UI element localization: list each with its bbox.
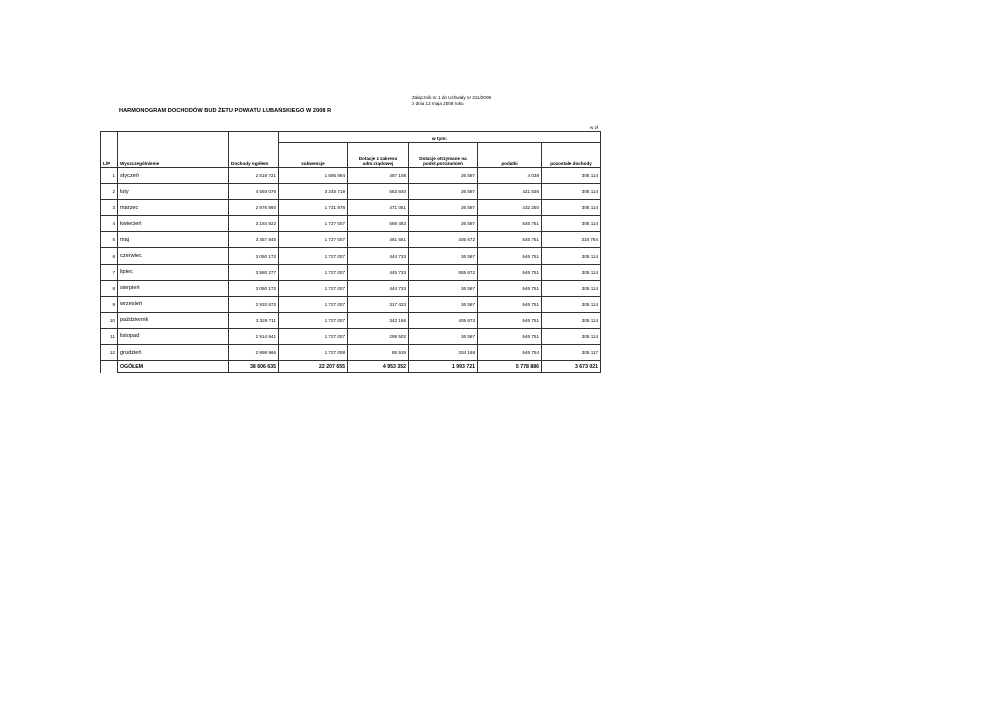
- cell-dotacje-por: 36 567: [409, 296, 478, 312]
- cell-pozostale: 305 117: [542, 345, 601, 361]
- header-dotacje-porozumien: [409, 143, 478, 168]
- cell-dotacje-por: 555 672: [409, 264, 478, 280]
- cell-pozostale: 305 114: [542, 312, 601, 328]
- cell-total: 3 326 711: [229, 312, 279, 328]
- cell-subwencje: 1 727 007: [279, 328, 348, 344]
- cell-subwencje: 1 727 007: [279, 312, 348, 328]
- header-dochody-top: [229, 132, 279, 143]
- cell-dotacje-adm: 445 733: [348, 264, 409, 280]
- cell-subwencje: 1 686 894: [279, 168, 348, 184]
- table-row: [101, 280, 601, 296]
- cell-podatki: 546 754: [478, 345, 542, 361]
- cell-month: marzec: [118, 200, 229, 216]
- cell-podatki: 421 836: [478, 184, 542, 200]
- cell-dotacje-adm: 317 433: [348, 296, 409, 312]
- cell-pozostale: 305 114: [542, 280, 601, 296]
- cell-dotacje-adm: 299 502: [348, 328, 409, 344]
- cell-lp: 4: [101, 216, 118, 232]
- cell-subwencje: 1 727 008: [279, 345, 348, 361]
- table-row: [101, 168, 601, 184]
- cell-pozostale: 305 114: [542, 216, 601, 232]
- cell-lp: 7: [101, 264, 118, 280]
- cell-lp: 1: [101, 168, 118, 184]
- cell-subwencje: 1 727 007: [279, 216, 348, 232]
- totals-label: OGÓŁEM: [118, 361, 229, 373]
- table-row: [101, 296, 601, 312]
- cell-lp: 9: [101, 296, 118, 312]
- cell-dotacje-adm: 444 733: [348, 248, 409, 264]
- table-row: [101, 248, 601, 264]
- cell-total: 2 519 721: [229, 168, 279, 184]
- cell-dotacje-adm: 583 840: [348, 184, 409, 200]
- cell-total: 2 914 941: [229, 328, 279, 344]
- cell-podatki: 546 751: [478, 280, 542, 296]
- cell-subwencje: 1 731 878: [279, 200, 348, 216]
- cell-dotacje-adm: 461 651: [348, 232, 409, 248]
- cell-podatki: 546 751: [478, 216, 542, 232]
- cell-podatki: 546 751: [478, 312, 542, 328]
- cell-lp: 6: [101, 248, 118, 264]
- cell-month: grudzień: [118, 345, 229, 361]
- header-dotacje-adm-line-2: adm.rządowej: [362, 161, 394, 166]
- cell-dotacje-por: 334 168: [409, 345, 478, 361]
- cell-podatki: 546 751: [478, 296, 542, 312]
- totals-dotacje-por: 1 993 721: [409, 361, 478, 373]
- cell-lp: 8: [101, 280, 118, 296]
- cell-pozostale: 305 114: [542, 328, 601, 344]
- totals-pozostale: 3 673 021: [542, 361, 601, 373]
- cell-month: lipiec: [118, 264, 229, 280]
- cell-total: 2 932 872: [229, 296, 279, 312]
- table-row: [101, 232, 601, 248]
- cell-dotacje-por: 36 567: [409, 168, 478, 184]
- header-dotacje-adm-line-1: Dotacje z zakresu: [358, 156, 398, 161]
- annex-line-1: Załącznik nr 1 do Uchwały nr 211/2008: [412, 95, 492, 100]
- revenue-schedule-table: [100, 131, 601, 373]
- cell-pozostale: 305 114: [542, 296, 601, 312]
- header-lp: L/P: [101, 143, 118, 168]
- cell-dotacje-por: 405 672: [409, 232, 478, 248]
- cell-subwencje: 1 727 007: [279, 280, 348, 296]
- cell-dotacje-adm: 85 919: [348, 345, 409, 361]
- cell-dotacje-por: 405 673: [409, 312, 478, 328]
- header-wyszczegolnienie-top: [118, 132, 229, 143]
- table-body: [101, 168, 601, 373]
- header-dotacje-por-line-1: Dotacje otrzymane na: [419, 156, 467, 161]
- cell-subwencje: 3 245 719: [279, 184, 348, 200]
- totals-row: [101, 361, 601, 373]
- table-row: [101, 184, 601, 200]
- cell-dotacje-por: 36 567: [409, 280, 478, 296]
- cell-lp: 12: [101, 345, 118, 361]
- cell-podatki: 546 751: [478, 232, 542, 248]
- cell-lp: 5: [101, 232, 118, 248]
- cell-total: 3 580 277: [229, 264, 279, 280]
- cell-month: sierpień: [118, 280, 229, 296]
- cell-total: 3 184 922: [229, 216, 279, 232]
- table-row: [101, 328, 601, 344]
- header-dotacje-adm: [348, 143, 409, 168]
- cell-total: 3 060 172: [229, 248, 279, 264]
- cell-total: 4 593 076: [229, 184, 279, 200]
- header-dotacje-por-line-2: podst.porozumień: [423, 161, 463, 166]
- totals-total: 38 606 635: [229, 361, 279, 373]
- annex-line-2: z dnia 13 maja 2008 roku: [412, 101, 464, 106]
- document-title: HARMONOGRAM DOCHODÓW BUD ŻETU POWIATU LUBAŃSKIEGO W 2008 R: [119, 108, 332, 114]
- header-lp-top: [101, 132, 118, 143]
- cell-lp: 11: [101, 328, 118, 344]
- totals-subwencje: 22 207 655: [279, 361, 348, 373]
- cell-dotacje-adm: 342 166: [348, 312, 409, 328]
- cell-podatki: 546 751: [478, 328, 542, 344]
- header-w-tym: w tym:: [279, 132, 601, 143]
- cell-month: czerwiec: [118, 248, 229, 264]
- cell-dotacje-adm: 569 483: [348, 216, 409, 232]
- header-podatki: podatki: [478, 143, 542, 168]
- cell-dotacje-por: 36 567: [409, 216, 478, 232]
- cell-dotacje-adm: 487 108: [348, 168, 409, 184]
- cell-pozostale: 305 114: [542, 184, 601, 200]
- header-subwencje: subwencje: [279, 143, 348, 168]
- cell-pozostale: 316 764: [542, 232, 601, 248]
- cell-subwencje: 1 727 007: [279, 232, 348, 248]
- unit-label: w zł: [590, 125, 598, 130]
- cell-dotacje-por: 36 567: [409, 200, 478, 216]
- cell-month: luty: [118, 184, 229, 200]
- header-dochody-ogolem: Dochody ogółem: [229, 143, 279, 168]
- cell-pozostale: 305 114: [542, 168, 601, 184]
- cell-month: styczeń: [118, 168, 229, 184]
- totals-dotacje-adm: 4 953 352: [348, 361, 409, 373]
- cell-dotacje-por: 36 567: [409, 328, 478, 344]
- cell-podatki: 4 038: [478, 168, 542, 184]
- cell-total: 3 457 845: [229, 232, 279, 248]
- cell-month: kwiecień: [118, 216, 229, 232]
- table-row: [101, 312, 601, 328]
- cell-lp: 2: [101, 184, 118, 200]
- cell-month: listopad: [118, 328, 229, 344]
- cell-pozostale: 305 114: [542, 264, 601, 280]
- table-row: [101, 216, 601, 232]
- cell-month: maj: [118, 232, 229, 248]
- cell-total: 2 976 860: [229, 200, 279, 216]
- cell-subwencje: 1 727 007: [279, 264, 348, 280]
- cell-dotacje-por: 36 567: [409, 184, 478, 200]
- header-wyszczegolnienie: Wyszczególnienie: [118, 143, 229, 168]
- cell-dotacje-por: 36 567: [409, 248, 478, 264]
- cell-subwencje: 1 727 007: [279, 248, 348, 264]
- cell-month: październik: [118, 312, 229, 328]
- annex-note: [412, 95, 491, 107]
- cell-podatki: 546 751: [478, 248, 542, 264]
- table-row: [101, 264, 601, 280]
- table-row: [101, 345, 601, 361]
- totals-podatki: 5 778 886: [478, 361, 542, 373]
- cell-dotacje-adm: 444 733: [348, 280, 409, 296]
- totals-lp-cell: [101, 361, 118, 373]
- header-pozostale: pozostałe dochody: [542, 143, 601, 168]
- cell-dotacje-adm: 471 051: [348, 200, 409, 216]
- cell-total: 2 998 966: [229, 345, 279, 361]
- cell-lp: 10: [101, 312, 118, 328]
- cell-lp: 3: [101, 200, 118, 216]
- cell-podatki: 546 751: [478, 264, 542, 280]
- cell-total: 3 060 172: [229, 280, 279, 296]
- cell-month: wrzesień: [118, 296, 229, 312]
- table-row: [101, 200, 601, 216]
- cell-subwencje: 1 727 007: [279, 296, 348, 312]
- cell-pozostale: 305 114: [542, 248, 601, 264]
- cell-pozostale: 305 114: [542, 200, 601, 216]
- cell-podatki: 432 250: [478, 200, 542, 216]
